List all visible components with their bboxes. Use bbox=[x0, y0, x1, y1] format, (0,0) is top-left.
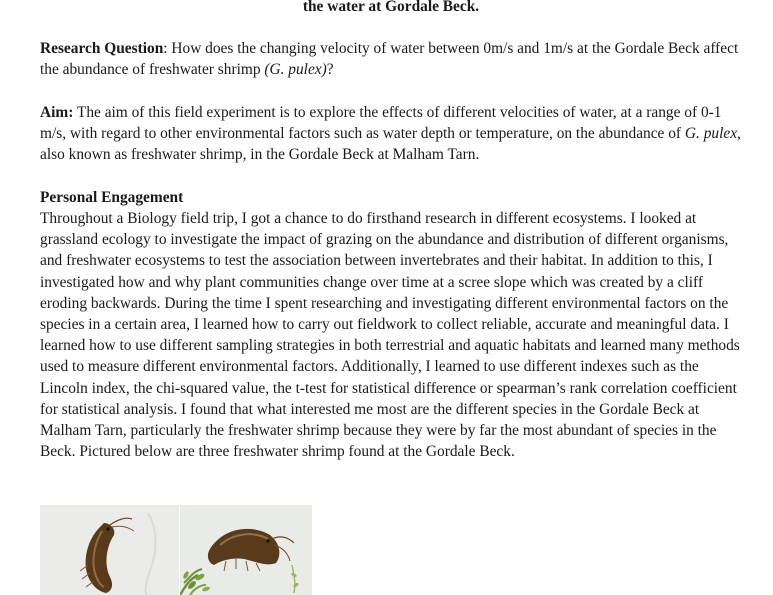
research-question-text: : How does the changing velocity of water between 0m/s and 1m/s at the Gordale Beck affect the abundance of freshwater shrimp bbox=[40, 40, 739, 79]
shrimp-photo-2 bbox=[180, 505, 312, 595]
aim-label: Aim: bbox=[40, 104, 74, 121]
personal-engagement-body: Throughout a Biology field trip, I got a chance to do firsthand research in different ecosystems. I looked at grassland ecology to investigate the impact of grazing on the abundance and distribution of different organisms, and freshwater ecosystems to test the association between invertebrates and their habitat. In addition to this, I investigated how and why plant communities change over time at a scree slope which was created by a cliff eroding backwards. During the time I spent researching and investigating different environmental factors on the species in a certain area, I learned how to carry out fieldwork to collect reliable, accurate and meaningful data. I learned how to use different sampling strategies in both terrestrial and aquatic habitats and learned many methods used to measure different environmental factors. Additionally, I learned to use different indexes such as the Lincoln index, the chi-squared value, the t-test for statistical difference or spearman’s rank correlation coefficient for statistical analysis. I found that what interested me most are the different species in the Gordale Beck at Malham Tarn, particularly the freshwater shrimp because they were by far the most abundant of species in the Beck. Pictured below are three freshwater shrimp found at the Gordale Beck. bbox=[40, 210, 740, 461]
aim-text: The aim of this field experiment is to explore the effects of different velocities of water, at a range of 0-1 m/s, with regard to other environmental factors such as water depth or temperature, on the abundance of bbox=[40, 104, 722, 143]
title-continuation: the water at Gordale Beck. bbox=[302, 0, 480, 15]
personal-engagement-heading: Personal Engagement bbox=[40, 189, 184, 206]
shrimp-photo-1 bbox=[40, 505, 179, 595]
aim-species: G. pulex bbox=[684, 125, 738, 143]
research-question-species: (G. pulex) bbox=[264, 61, 327, 79]
aim-paragraph bbox=[40, 102, 742, 166]
research-question-paragraph bbox=[40, 38, 742, 80]
shrimp-illustration-1 bbox=[40, 505, 179, 595]
aim-end: , also known as freshwater shrimp, in the Gordale Beck at Malham Tarn. bbox=[40, 125, 741, 164]
shrimp-photos bbox=[40, 505, 312, 595]
research-question-label: Research Question bbox=[40, 40, 164, 57]
shrimp-illustration-2 bbox=[180, 505, 312, 595]
research-question-end: ? bbox=[326, 61, 334, 79]
